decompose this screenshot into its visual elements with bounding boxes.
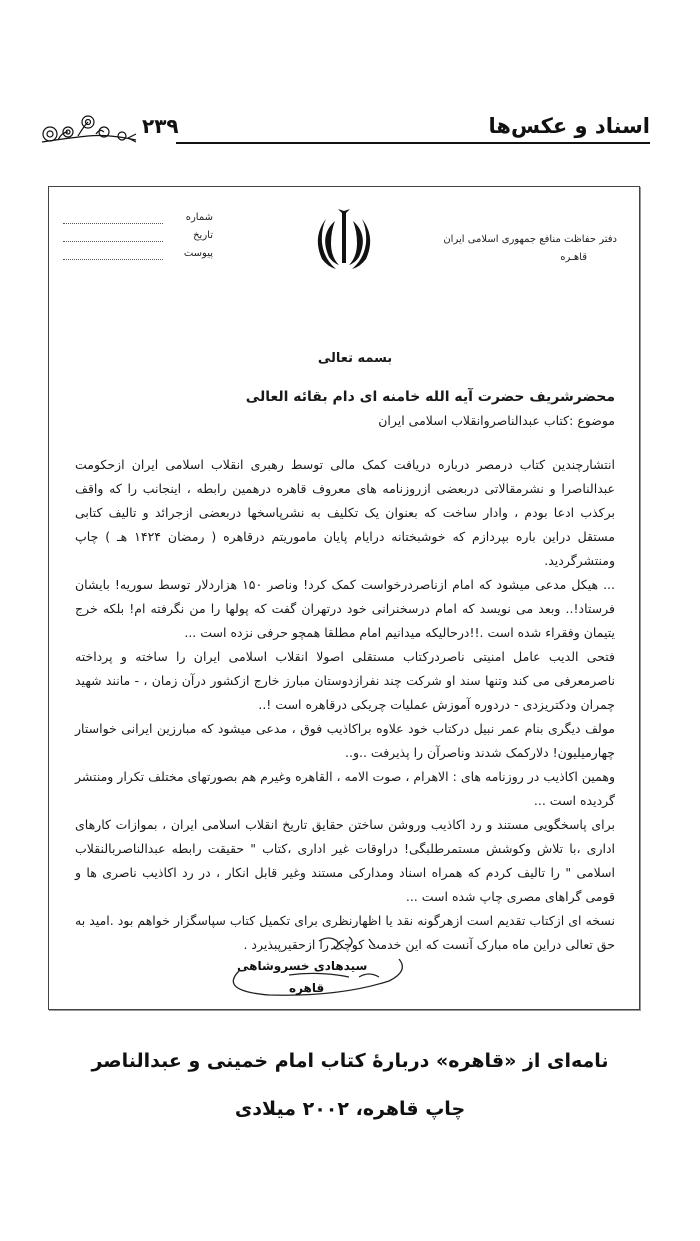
issuing-office <box>407 231 617 267</box>
body-paragraph: ... هیکل مدعی میشود که امام ازناصردرخواست کمک کرد! وناصر ۱۵۰ هزاردلار توسط سوریه! بایشان فرستاد!.. وبعد می نویسد که امام درسخنرانی خود درتهران گفت که پولها را من نگرفته ام! بلکه خرج یتیمان وفقراء شده است .!!درحالیکه میدانیم امام مطلقا همچو حرفی نزده است ... <box>75 577 615 640</box>
ref-number-label: شماره <box>185 212 213 223</box>
ref-date-row <box>63 230 213 248</box>
letter-document <box>48 186 640 1010</box>
addressee: محضرشریف حضرت آیه الله خامنه ای دام بقائه العالی <box>245 389 615 405</box>
ref-number-row <box>63 212 213 230</box>
floral-ornament-icon <box>38 112 138 146</box>
org-city: قاهـره <box>560 252 587 263</box>
ref-date-line <box>63 241 163 242</box>
iran-emblem-icon <box>312 207 376 271</box>
ref-number-line <box>63 223 163 224</box>
ref-date-label: تاریخ <box>193 230 213 241</box>
page-header <box>38 112 650 144</box>
caption-subtitle: چاپ قاهره، ۲۰۰۲ میلادی <box>234 1098 466 1120</box>
header-divider <box>176 142 650 144</box>
ref-attachment-row <box>63 248 213 266</box>
org-name: دفتر حفاظت منافع جمهوری اسلامی ایران <box>443 234 617 245</box>
reference-fields <box>63 212 213 266</box>
page-number: ۲۳۹ <box>142 114 179 138</box>
caption-title: نامه‌ای از «قاهره» دربارهٔ کتاب امام خمینی و عبدالناصر <box>91 1050 609 1072</box>
signatory-place: قاهره <box>289 981 325 995</box>
body-paragraph: انتشارچندین کتاب درمصر درباره دریافت کمک مالی توسط رهبری انقلاب اسلامی ایران ازحکومت عبدالناصرا و نشرمقالاتی دربعضی ازروزنامه های معروف قاهره درهمین رابطه ، اینجانب را که واقف برکذب ادعا بودم ، وادار ساخت که بعنوان یک تکلیف به نشرپاسخها دربعضی ازجرائد و تالیف کتابی مستقل دراین باره بپردازم که خوشبختانه درایام پایان ماموریتم درقاهره ( رمضان ۱۴۲۴ هـ ) چاپ ومنتشرگردید. <box>75 457 616 568</box>
subject-line: موضوع :کتاب عبدالناصروانقلاب اسلامی ایران <box>378 413 615 428</box>
body-paragraph: برای پاسخگویی مستند و رد اکاذیب وروشن ساختن حقایق تاریخ انقلاب اسلامی ایران ، بموازات کارهای اداری ،با تلاش وکوشش مستمرطلبگی! دراوقات غیر اداری ،کتاب " حقیقت رابطه عبدالناصربالنقلاب اسلامی " را تالیف کردم که همراه اسناد ومدارکی مستند وغیر قابل انکار ، در رد اکاذیب ناصری ها و قومی گراهای مصری چاپ شده است ... <box>75 817 615 904</box>
signature-block <box>199 931 419 997</box>
body-paragraph: وهمین اکاذیب در روزنامه های : الاهرام ، صوت الامه ، القاهره وغیرم هم بصورتهای مختلف تکرار ومنتشر گردیده است ... <box>75 769 615 808</box>
body-paragraph: مولف دیگری بنام عمر نبیل درکتاب خود علاوه براکاذیب فوق ، مدعی میشود که مبارزین ایرانی خواستار چهارمیلیون! دلارکمک شدند وناصرآن را پذیرفت ..و.. <box>75 721 615 760</box>
salutation: بسمه تعالی <box>317 351 393 366</box>
body-paragraph: نسخه ای ازکتاب تقدیم است ازهرگونه نقد یا اظهارنظری برای تکمیل کتاب سپاسگزار خواهم بود .امید به حق تعالی دراین ماه مبارک آنست که این خدمت کوچک را ازحقیرپبذیرد . <box>75 913 615 952</box>
body-paragraph: فتحی الدیب عامل امنیتی ناصردرکتاب مستقلی اصولا انقلاب اسلامی ایران را ساخته و پرداخته ناصرمعرفی می کند وتنها سند او شرکت چند نفرازدوستان مبارز خارج ازکشور درآن زمان ، - مانند شهید چمران ودکتریزدی - دردوره آموزش عملیات چریکی درقاهره است !.. <box>75 649 615 712</box>
ref-attachment-label: پیوست <box>183 248 213 259</box>
section-title: اسناد و عکس‌ها <box>488 114 650 138</box>
letter-body <box>75 347 615 957</box>
ref-attachment-line <box>63 259 163 260</box>
signatory-name: سیدهادی خسروشاهی <box>237 959 368 973</box>
